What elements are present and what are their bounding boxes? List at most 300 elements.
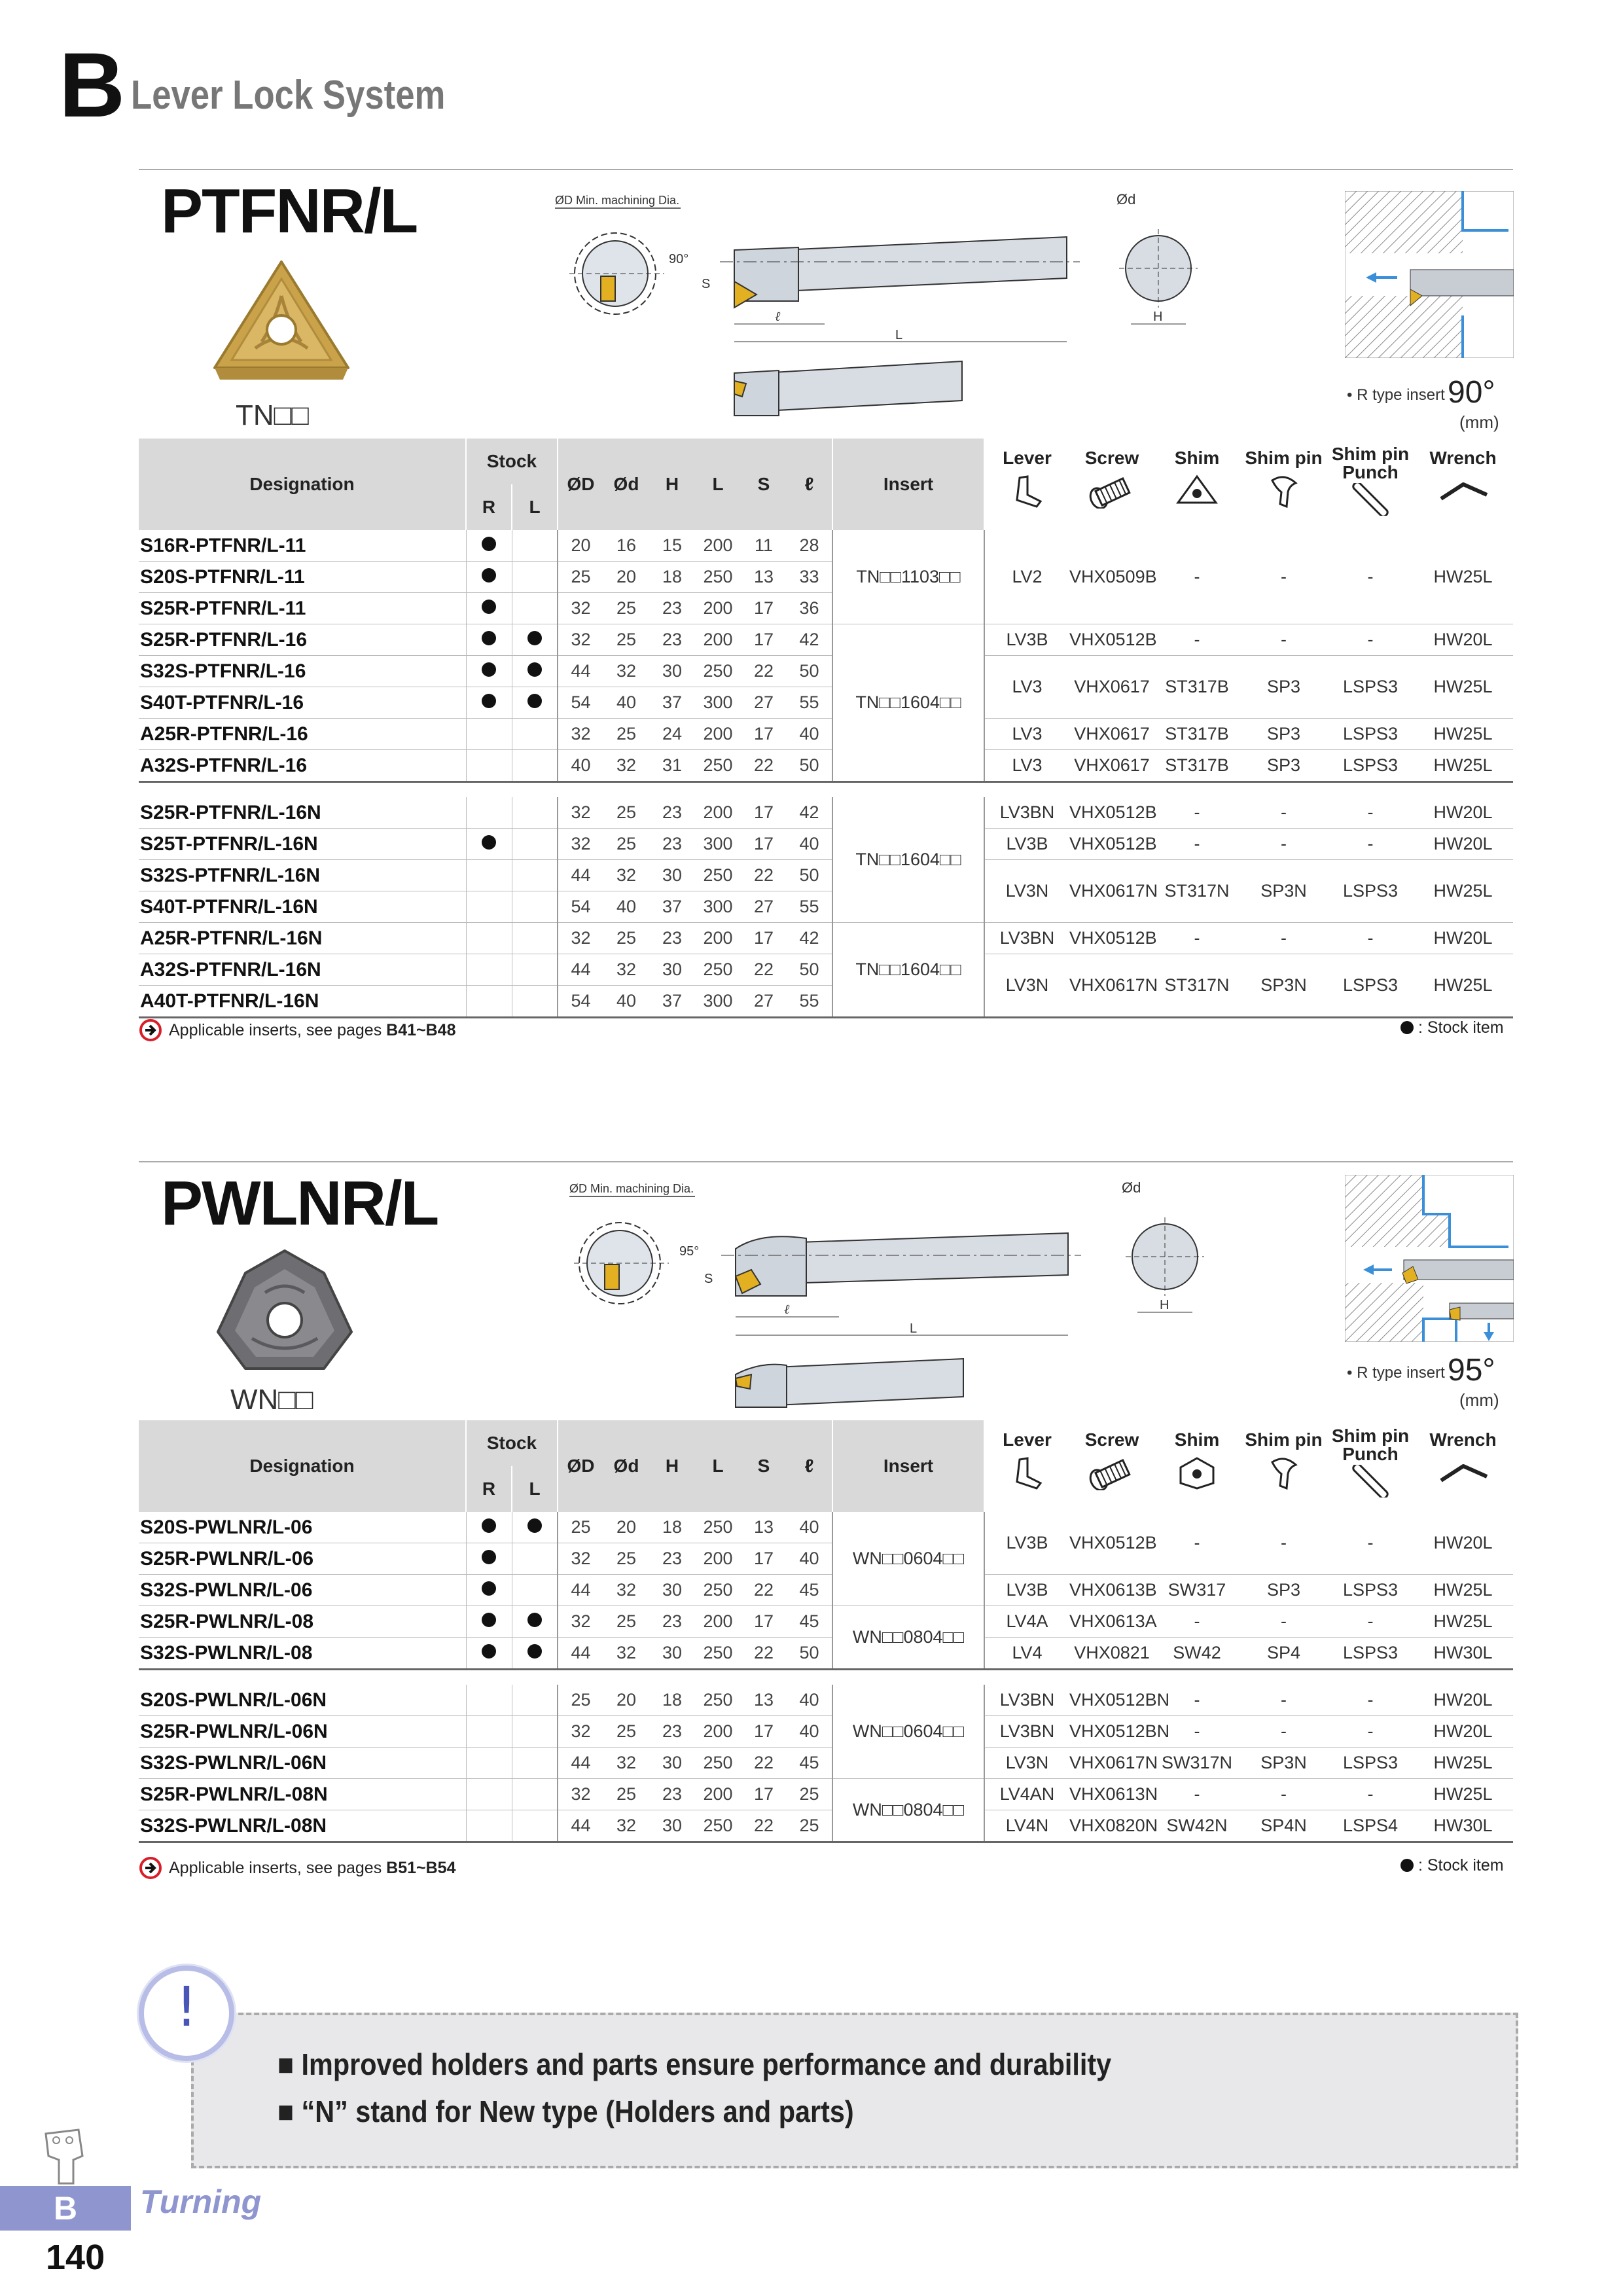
- section-rule: [139, 169, 1513, 170]
- insert-angle: 95°: [1448, 1353, 1495, 1388]
- table-row: [139, 1575, 1513, 1606]
- dim-s-cell: 17: [741, 829, 787, 860]
- dim-l-cell: 250: [695, 562, 741, 593]
- stock-l-cell: [512, 624, 558, 656]
- dim-l-cell: 250: [695, 1638, 741, 1670]
- lever-cell: LV3B: [984, 1512, 1069, 1575]
- dim-d-cell: 40: [603, 986, 649, 1018]
- stock-r-cell: [466, 1810, 512, 1842]
- shim-cell: -: [1154, 1685, 1240, 1716]
- stock-dot-icon: [527, 1644, 542, 1659]
- dim-h-cell: 30: [649, 954, 695, 986]
- stock-dot-icon: [527, 631, 542, 645]
- shim-cell: SW42N: [1154, 1810, 1240, 1842]
- stock-l-cell: [512, 750, 558, 782]
- stock-l-cell: [512, 593, 558, 624]
- dim-od-cell: 32: [558, 593, 603, 624]
- dim-h-cell: 15: [649, 530, 695, 562]
- dim-ls-cell: 42: [787, 624, 832, 656]
- shim-cell: SW317N: [1154, 1748, 1240, 1779]
- insert-cell: WN□□0604□□: [832, 1512, 984, 1606]
- lever-icon: [1008, 1454, 1047, 1490]
- od-label: Ød: [1116, 191, 1136, 207]
- stock-l-cell: [512, 719, 558, 750]
- dim-ls-cell: 40: [787, 1685, 832, 1716]
- dim-d-cell: 32: [603, 1575, 649, 1606]
- wrench-cell: HW20L: [1413, 624, 1513, 656]
- dim-h-cell: 23: [649, 797, 695, 829]
- dim-h-cell: 30: [649, 1748, 695, 1779]
- col-lever: Lever: [984, 439, 1069, 530]
- punch-icon: [1351, 483, 1390, 516]
- wrench-cell: HW25L: [1413, 954, 1513, 1018]
- shim-pin-cell: SP4: [1240, 1638, 1328, 1670]
- dim-s-cell: 27: [741, 891, 787, 923]
- lever-cell: LV3: [984, 719, 1069, 750]
- shank-section-drawing: [1113, 1178, 1243, 1329]
- shim-pin-cell: -: [1240, 797, 1328, 829]
- dim-od-cell: 54: [558, 986, 603, 1018]
- wrench-cell: HW25L: [1413, 860, 1513, 923]
- col-dim-d: Ød: [603, 439, 649, 530]
- dim-s-cell: 13: [741, 1685, 787, 1716]
- dim-l-cell: 300: [695, 986, 741, 1018]
- dim-l-cell: 200: [695, 797, 741, 829]
- punch-cell: -: [1328, 624, 1413, 656]
- stock-r-cell: [466, 530, 512, 562]
- punch-cell: LSPS3: [1328, 860, 1413, 923]
- ptfnr-drawing: [550, 190, 1093, 432]
- dim-d-cell: 25: [603, 1543, 649, 1575]
- dim-od-cell: 44: [558, 656, 603, 687]
- wrench-cell: HW25L: [1413, 530, 1513, 624]
- screw-cell: VHX0512BN: [1069, 1685, 1154, 1716]
- l-big-label: L: [910, 1321, 918, 1336]
- stock-dot-icon: [482, 1644, 496, 1659]
- dim-od-cell: 32: [558, 1779, 603, 1810]
- shim-cell: -: [1154, 1512, 1240, 1575]
- lever-cell: LV3BN: [984, 1685, 1069, 1716]
- dim-d-cell: 20: [603, 1512, 649, 1543]
- shim-pin-cell: SP3N: [1240, 860, 1328, 923]
- stock-r-cell: [466, 1575, 512, 1606]
- spec-table-ptfnr: [139, 439, 1513, 1018]
- stock-dot-icon: [482, 694, 496, 708]
- col-dim-ls: ℓ: [787, 439, 832, 530]
- dim-od-cell: 40: [558, 750, 603, 782]
- dim-h-cell: 37: [649, 986, 695, 1018]
- wrench-cell: HW20L: [1413, 829, 1513, 860]
- wrench-cell: HW25L: [1413, 1575, 1513, 1606]
- stock-l-cell: [512, 923, 558, 954]
- col-dim-h: H: [649, 439, 695, 530]
- screw-cell: VHX0617: [1069, 719, 1154, 750]
- shim-pin-cell: -: [1240, 1685, 1328, 1716]
- lever-cell: LV2: [984, 530, 1069, 624]
- stock-l-cell: [512, 1685, 558, 1716]
- lever-icon: [1008, 473, 1047, 509]
- screw-icon: [1086, 1454, 1138, 1490]
- dim-l-cell: 250: [695, 954, 741, 986]
- page-number: 140: [46, 2238, 105, 2277]
- wrench-cell: HW25L: [1413, 1779, 1513, 1810]
- col-dim-ls: ℓ: [787, 1420, 832, 1512]
- table-row: [139, 1716, 1513, 1748]
- stock-dot-icon: [482, 835, 496, 850]
- tn-insert-image: [209, 257, 353, 381]
- shim-cell: ST317B: [1154, 656, 1240, 719]
- screw-cell: VHX0617N: [1069, 1748, 1154, 1779]
- stock-l-cell: [512, 1543, 558, 1575]
- designation-cell: A32S-PTFNR/L-16N: [139, 954, 466, 986]
- col-shim-pin: Shim pin: [1240, 439, 1328, 530]
- stock-l-cell: [512, 1810, 558, 1842]
- shim-pin-cell: SP4N: [1240, 1810, 1328, 1842]
- l-small-label: ℓ: [784, 1302, 790, 1317]
- screw-cell: VHX0512B: [1069, 1512, 1154, 1575]
- shim-cell: -: [1154, 530, 1240, 624]
- dim-l-cell: 300: [695, 687, 741, 719]
- punch-cell: LSPS4: [1328, 1810, 1413, 1842]
- dim-ls-cell: 40: [787, 1716, 832, 1748]
- section-rule: [139, 1161, 1513, 1162]
- dim-h-cell: 24: [649, 719, 695, 750]
- col-insert: Insert: [832, 439, 984, 530]
- dim-h-cell: 30: [649, 1575, 695, 1606]
- dim-h-cell: 23: [649, 1606, 695, 1638]
- shim-pin-cell: -: [1240, 923, 1328, 954]
- dim-d-cell: 32: [603, 954, 649, 986]
- stock-dot-icon: [482, 1550, 496, 1564]
- boring-application-drawing: [1345, 1175, 1514, 1342]
- col-dim-h: H: [649, 1420, 695, 1512]
- dim-od-cell: 25: [558, 562, 603, 593]
- stock-r-cell: [466, 829, 512, 860]
- table-row: [139, 719, 1513, 750]
- stock-r-cell: [466, 860, 512, 891]
- col-stock: Stock: [466, 439, 558, 484]
- insert-cell: TN□□1604□□: [832, 923, 984, 1018]
- dim-od-cell: 32: [558, 719, 603, 750]
- dim-s-cell: 27: [741, 687, 787, 719]
- stock-r-cell: [466, 1685, 512, 1716]
- col-stock-r: R: [466, 1466, 512, 1512]
- shim-pin-cell: SP3N: [1240, 1748, 1328, 1779]
- shim-pin-cell: SP3N: [1240, 954, 1328, 1018]
- screw-cell: VHX0512B: [1069, 923, 1154, 954]
- col-shim: Shim: [1154, 1420, 1240, 1512]
- designation-cell: S40T-PTFNR/L-16: [139, 687, 466, 719]
- screw-cell: VHX0613B: [1069, 1575, 1154, 1606]
- screw-cell: VHX0617N: [1069, 860, 1154, 923]
- dim-d-cell: 25: [603, 593, 649, 624]
- stock-dot-icon: [482, 631, 496, 645]
- dim-l-cell: 200: [695, 923, 741, 954]
- shim-pin-cell: SP3: [1240, 719, 1328, 750]
- dim-l-cell: 200: [695, 719, 741, 750]
- shim-pin-cell: -: [1240, 530, 1328, 624]
- lever-cell: LV3BN: [984, 1716, 1069, 1748]
- col-dim-l: L: [695, 439, 741, 530]
- screw-icon: [1086, 473, 1138, 509]
- designation-cell: A32S-PTFNR/L-16: [139, 750, 466, 782]
- dim-od-cell: 32: [558, 624, 603, 656]
- shim-pin-cell: SP3: [1240, 656, 1328, 719]
- dim-od-cell: 32: [558, 829, 603, 860]
- stock-l-cell: [512, 1575, 558, 1606]
- stock-dot-icon: [527, 694, 542, 708]
- designation-cell: S20S-PWLNR/L-06N: [139, 1685, 466, 1716]
- dim-d-cell: 32: [603, 750, 649, 782]
- dim-od-cell: 54: [558, 687, 603, 719]
- stock-r-cell: [466, 986, 512, 1018]
- lever-cell: LV3N: [984, 1748, 1069, 1779]
- stock-r-cell: [466, 954, 512, 986]
- stock-r-cell: [466, 797, 512, 829]
- s-label: S: [702, 277, 711, 291]
- dim-od-cell: 32: [558, 797, 603, 829]
- shim-pin-cell: -: [1240, 1606, 1328, 1638]
- l-small-label: ℓ: [775, 310, 781, 324]
- table-gap: [139, 1670, 1513, 1685]
- stock-dot-icon: [482, 1581, 496, 1596]
- dim-l-cell: 200: [695, 1543, 741, 1575]
- wrench-icon: [1437, 473, 1489, 509]
- dim-s-cell: 17: [741, 624, 787, 656]
- col-stock: Stock: [466, 1420, 558, 1466]
- dim-od-cell: 44: [558, 1748, 603, 1779]
- col-stock-r: R: [466, 484, 512, 530]
- stock-r-cell: [466, 593, 512, 624]
- dim-h-cell: 30: [649, 1810, 695, 1842]
- stock-dot-icon: [482, 568, 496, 583]
- dim-ls-cell: 45: [787, 1748, 832, 1779]
- punch-cell: -: [1328, 530, 1413, 624]
- table-row: [139, 530, 1513, 562]
- dim-od-cell: 44: [558, 1575, 603, 1606]
- lever-cell: LV4: [984, 1638, 1069, 1670]
- dim-od-cell: 20: [558, 530, 603, 562]
- dim-l-cell: 250: [695, 656, 741, 687]
- screw-cell: VHX0820N: [1069, 1810, 1154, 1842]
- shim-cell: ST317B: [1154, 719, 1240, 750]
- stock-l-cell: [512, 986, 558, 1018]
- dim-s-cell: 17: [741, 593, 787, 624]
- dim-h-cell: 23: [649, 1716, 695, 1748]
- dim-od-cell: 44: [558, 860, 603, 891]
- stock-l-cell: [512, 1638, 558, 1670]
- rtype-label: • R type insert: [1347, 386, 1445, 404]
- dim-s-cell: 17: [741, 1779, 787, 1810]
- wrench-cell: HW25L: [1413, 656, 1513, 719]
- dim-s-cell: 13: [741, 1512, 787, 1543]
- col-stock-l: L: [512, 484, 558, 530]
- table-row: [139, 860, 1513, 891]
- rtype-label: • R type insert: [1347, 1364, 1445, 1382]
- product-title: PWLNR/L: [161, 1168, 438, 1238]
- stock-dot-icon: [527, 662, 542, 677]
- arrow-circle-icon: [139, 1856, 162, 1880]
- insert-cell: WN□□0604□□: [832, 1685, 984, 1779]
- stock-l-cell: [512, 687, 558, 719]
- dim-d-cell: 16: [603, 530, 649, 562]
- punch-cell: -: [1328, 797, 1413, 829]
- section-letter: B: [59, 33, 126, 136]
- stock-l-cell: [512, 1779, 558, 1810]
- designation-cell: S32S-PTFNR/L-16: [139, 656, 466, 687]
- punch-cell: LSPS3: [1328, 719, 1413, 750]
- dim-s-cell: 22: [741, 1748, 787, 1779]
- lever-cell: LV3: [984, 656, 1069, 719]
- table-row: [139, 797, 1513, 829]
- dim-h-cell: 30: [649, 860, 695, 891]
- shank-section-drawing: [1106, 190, 1237, 340]
- table-row: [139, 624, 1513, 656]
- min-dia-label: ØD Min. machining Dia.: [555, 194, 680, 207]
- lever-cell: LV3B: [984, 624, 1069, 656]
- screw-cell: VHX0617N: [1069, 954, 1154, 1018]
- lever-cell: LV3N: [984, 860, 1069, 923]
- col-insert: Insert: [832, 1420, 984, 1512]
- table-row: [139, 954, 1513, 986]
- info-box: [191, 2013, 1518, 2168]
- designation-cell: S16R-PTFNR/L-11: [139, 530, 466, 562]
- dim-ls-cell: 55: [787, 986, 832, 1018]
- screw-cell: VHX0613A: [1069, 1606, 1154, 1638]
- dim-ls-cell: 45: [787, 1575, 832, 1606]
- screw-cell: VHX0617: [1069, 750, 1154, 782]
- dim-d-cell: 20: [603, 562, 649, 593]
- insert-code-label: TN□□: [236, 399, 309, 431]
- table-row: [139, 1606, 1513, 1638]
- dim-od-cell: 44: [558, 1810, 603, 1842]
- table-row: [139, 1685, 1513, 1716]
- designation-cell: A25R-PTFNR/L-16: [139, 719, 466, 750]
- dim-d-cell: 32: [603, 860, 649, 891]
- table-row: [139, 1748, 1513, 1779]
- shim-cell: -: [1154, 624, 1240, 656]
- info-line-1: ■ Improved holders and parts ensure performance and durability: [277, 2047, 1112, 2081]
- wrench-cell: HW25L: [1413, 1606, 1513, 1638]
- shim-icon: [1174, 473, 1220, 509]
- col-screw: Screw: [1069, 439, 1154, 530]
- stock-r-cell: [466, 1606, 512, 1638]
- stock-dot-icon: [1400, 1021, 1414, 1034]
- gap-cell: [139, 1670, 1513, 1685]
- dim-ls-cell: 42: [787, 923, 832, 954]
- dim-d-cell: 40: [603, 891, 649, 923]
- stock-l-cell: [512, 1748, 558, 1779]
- stock-r-cell: [466, 1716, 512, 1748]
- dim-ls-cell: 25: [787, 1779, 832, 1810]
- exclamation-badge-icon: !: [139, 1965, 234, 2061]
- turning-tool-icon: [39, 2127, 98, 2186]
- insert-cell: TN□□1103□□: [832, 530, 984, 624]
- stock-l-cell: [512, 562, 558, 593]
- punch-cell: -: [1328, 1606, 1413, 1638]
- dim-d-cell: 25: [603, 923, 649, 954]
- info-line-2: ■ “N” stand for New type (Holders and parts): [277, 2094, 854, 2128]
- punch-cell: LSPS3: [1328, 656, 1413, 719]
- insert-cell: WN□□0804□□: [832, 1779, 984, 1842]
- col-dim-s: S: [741, 439, 787, 530]
- table-row: [139, 923, 1513, 954]
- angle-mark: 90°: [669, 252, 689, 266]
- wrench-cell: HW30L: [1413, 1638, 1513, 1670]
- punch-cell: -: [1328, 1512, 1413, 1575]
- dim-l-cell: 300: [695, 829, 741, 860]
- wrench-cell: HW20L: [1413, 1512, 1513, 1575]
- designation-cell: S32S-PWLNR/L-08N: [139, 1810, 466, 1842]
- wrench-cell: HW20L: [1413, 797, 1513, 829]
- dim-l-cell: 200: [695, 1779, 741, 1810]
- shim-cell: -: [1154, 1716, 1240, 1748]
- dim-h-cell: 23: [649, 593, 695, 624]
- dim-ls-cell: 40: [787, 1512, 832, 1543]
- shim-pin-cell: -: [1240, 624, 1328, 656]
- dim-s-cell: 17: [741, 719, 787, 750]
- punch-cell: LSPS3: [1328, 1748, 1413, 1779]
- lever-cell: LV4A: [984, 1606, 1069, 1638]
- designation-cell: S25R-PWLNR/L-06N: [139, 1716, 466, 1748]
- wn-insert-image: [213, 1247, 357, 1378]
- wrench-icon: [1437, 1454, 1489, 1490]
- dim-s-cell: 13: [741, 562, 787, 593]
- lever-cell: LV3: [984, 750, 1069, 782]
- stock-l-cell: [512, 954, 558, 986]
- stock-dot-icon: [482, 1613, 496, 1627]
- col-lever: Lever: [984, 1420, 1069, 1512]
- lever-cell: LV3B: [984, 829, 1069, 860]
- punch-cell: -: [1328, 1779, 1413, 1810]
- wrench-cell: HW30L: [1413, 1810, 1513, 1842]
- dim-s-cell: 22: [741, 750, 787, 782]
- col-dim-d: Ød: [603, 1420, 649, 1512]
- col-shim-pin-punch: Shim pin Punch: [1328, 1420, 1413, 1512]
- stock-l-cell: [512, 1512, 558, 1543]
- insert-angle: 90°: [1448, 375, 1495, 410]
- col-dim-s: S: [741, 1420, 787, 1512]
- dim-ls-cell: 36: [787, 593, 832, 624]
- screw-cell: VHX0509B: [1069, 530, 1154, 624]
- dim-ls-cell: 50: [787, 656, 832, 687]
- designation-cell: S32S-PWLNR/L-06: [139, 1575, 466, 1606]
- dim-h-cell: 23: [649, 829, 695, 860]
- stock-r-cell: [466, 1638, 512, 1670]
- dim-ls-cell: 50: [787, 750, 832, 782]
- dim-s-cell: 22: [741, 656, 787, 687]
- h-label: H: [1153, 310, 1163, 324]
- dim-s-cell: 11: [741, 530, 787, 562]
- dim-h-cell: 37: [649, 891, 695, 923]
- shim-icon: [1174, 1454, 1220, 1490]
- dim-ls-cell: 45: [787, 1606, 832, 1638]
- dim-l-cell: 250: [695, 1512, 741, 1543]
- insert-cell: TN□□1604□□: [832, 797, 984, 923]
- shim-pin-icon: [1264, 473, 1304, 509]
- stock-r-cell: [466, 1543, 512, 1575]
- stock-l-cell: [512, 860, 558, 891]
- col-wrench: Wrench: [1413, 439, 1513, 530]
- insert-cell: WN□□0804□□: [832, 1606, 984, 1670]
- dim-od-cell: 32: [558, 1716, 603, 1748]
- min-dia-label: ØD Min. machining Dia.: [569, 1182, 694, 1195]
- stock-l-cell: [512, 891, 558, 923]
- dim-od-cell: 32: [558, 923, 603, 954]
- unit-label: (mm): [1459, 1390, 1499, 1410]
- dim-h-cell: 23: [649, 1543, 695, 1575]
- punch-cell: LSPS3: [1328, 1575, 1413, 1606]
